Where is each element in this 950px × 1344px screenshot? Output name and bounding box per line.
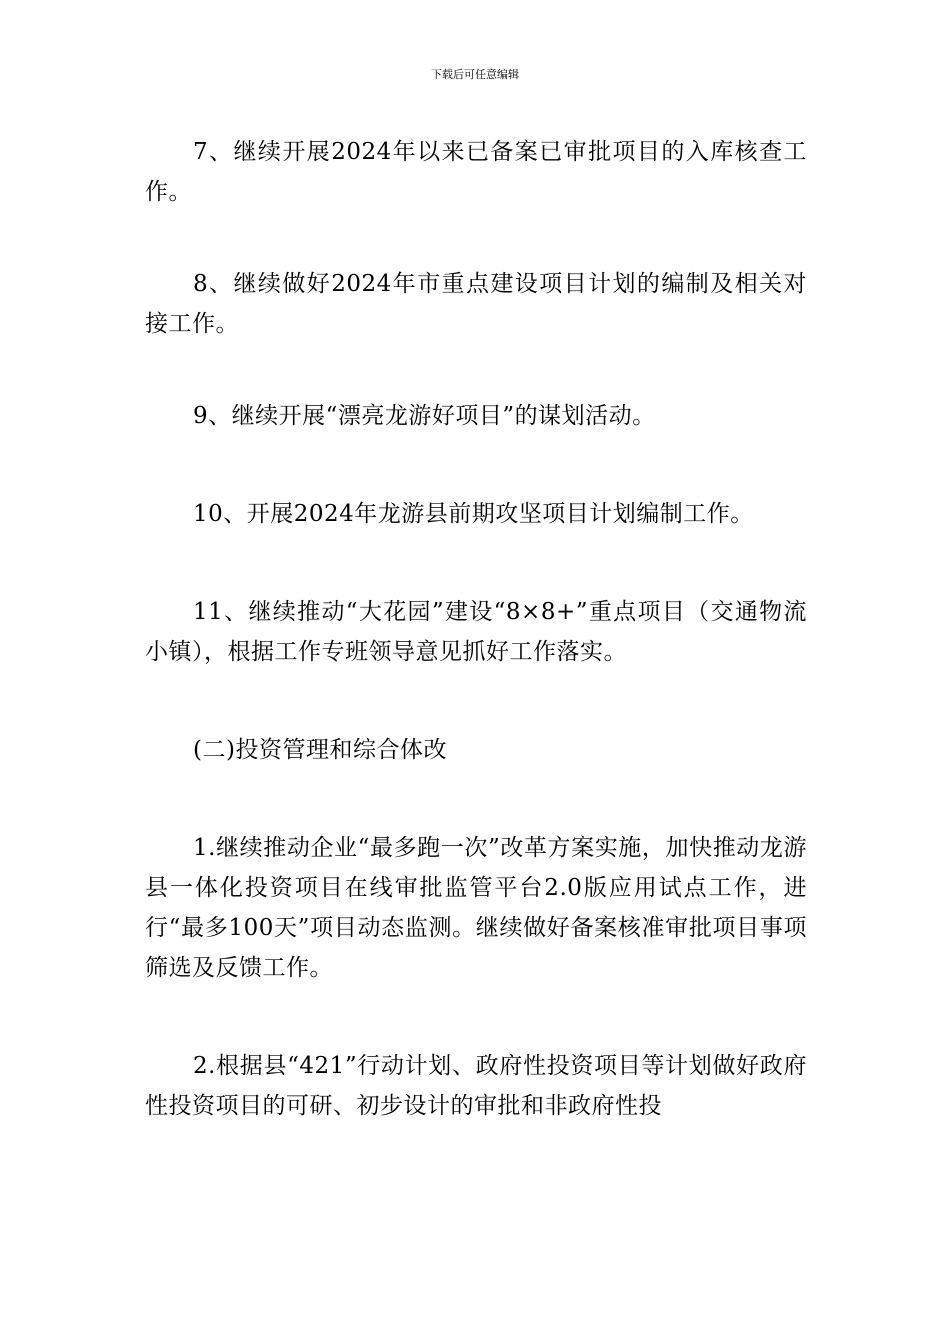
paragraph-item-7: 7、继续开展2024年以来已备案已审批项目的入库核查工作。 — [145, 139, 807, 205]
section-heading: (二)投资管理和综合体改 — [193, 737, 447, 763]
paragraph-item-8: 8、继续做好2024年市重点建设项目计划的编制及相关对接工作。 — [145, 271, 807, 337]
paragraph-item-10: 10、开展2024年龙游县前期攻坚项目计划编制工作。 — [193, 501, 754, 527]
paragraph-item-9: 9、继续开展“漂亮龙游好项目”的谋划活动。 — [193, 403, 656, 429]
document-body — [145, 132, 807, 1126]
page-header-note: 下载后可任意编辑 — [431, 68, 519, 81]
paragraph-subitem-2: 2.根据县“421”行动计划、政府性投资项目等计划做好政府性投资项目的可研、初步设计的审批和非政府性投 — [145, 1053, 807, 1119]
paragraph-subitem-1: 1.继续推动企业“最多跑一次”改革方案实施，加快推动龙游县一体化投资项目在线审批监管平台2.0版应用试点工作，进行“最多100天”项目动态监测。继续做好备案核准审批项目事项筛选及反馈工作。 — [145, 835, 807, 981]
paragraph-item-11: 11、继续推动“大花园”建设“8×8+”重点项目（交通物流小镇），根据工作专班领导意见抓好工作落实。 — [145, 599, 807, 665]
